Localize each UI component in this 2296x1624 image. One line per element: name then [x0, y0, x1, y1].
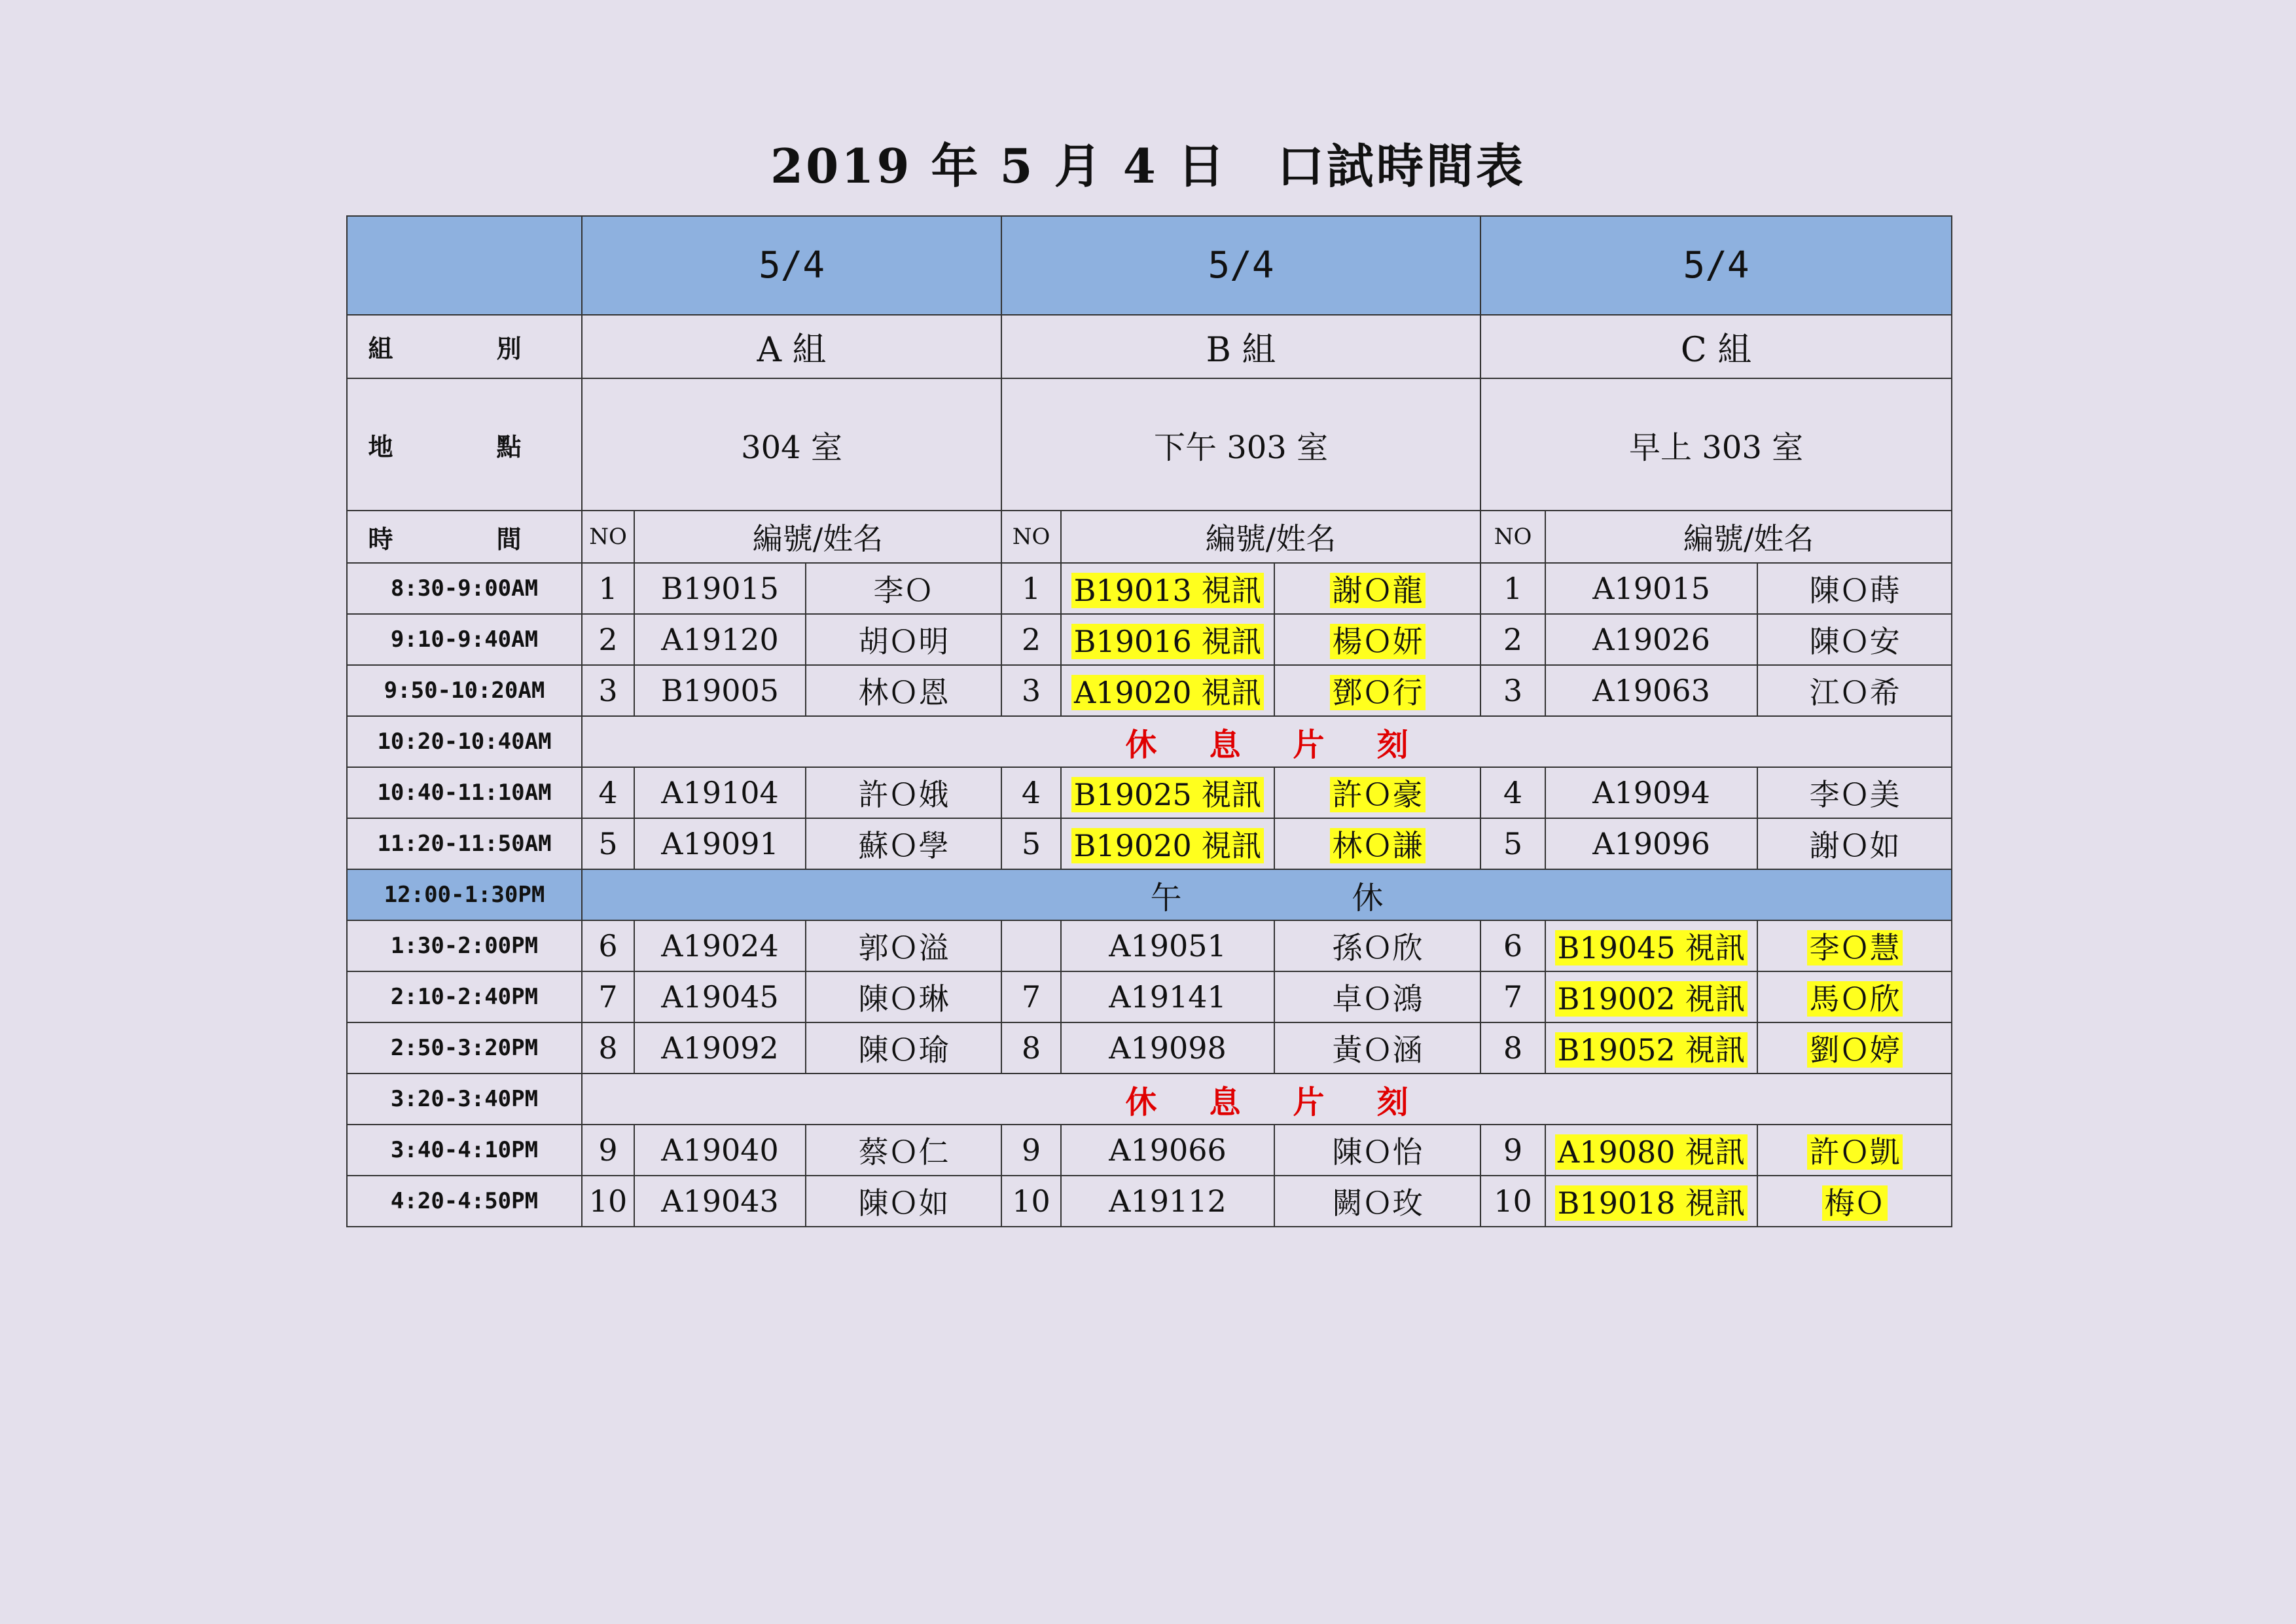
location-c: 早上 303 室 — [1480, 378, 1952, 511]
entry-name-b — [1274, 818, 1480, 869]
break-char: 息 — [1209, 1083, 1241, 1121]
student-id: B19052 視訊 — [1555, 1032, 1748, 1068]
entry-id-a — [634, 818, 806, 869]
student-id: A19080 視訊 — [1555, 1134, 1748, 1170]
entry-no-a: 6 — [582, 920, 634, 971]
entry-name-b — [1274, 563, 1480, 614]
break-row — [347, 716, 1952, 767]
time-slot: 10:20-10:40AM — [347, 716, 582, 767]
student-id: B19020 視訊 — [1071, 828, 1265, 863]
student-name: 孫Ｏ欣 — [1332, 930, 1423, 965]
entry-no-a: 8 — [582, 1022, 634, 1074]
entry-no-b: 1 — [1001, 563, 1061, 614]
lunch-row — [347, 869, 1952, 920]
entry-name-b — [1274, 971, 1480, 1022]
entry-no-b: 5 — [1001, 818, 1061, 869]
student-id: A19098 — [1109, 1030, 1227, 1066]
corner-cell — [347, 216, 582, 315]
table-row — [347, 767, 1952, 818]
entry-id-c — [1545, 818, 1757, 869]
entry-no-a: 3 — [582, 665, 634, 716]
location-a: 304 室 — [582, 378, 1001, 511]
student-id: B19002 視訊 — [1555, 981, 1748, 1017]
entry-id-a — [634, 1022, 806, 1074]
entry-no-c: 2 — [1480, 614, 1545, 665]
time-slot: 3:20-3:40PM — [347, 1074, 582, 1125]
student-name: 馬Ｏ欣 — [1807, 981, 1903, 1017]
entry-id-c — [1545, 920, 1757, 971]
entry-no-a: 7 — [582, 971, 634, 1022]
student-name: 李Ｏ慧 — [1807, 930, 1903, 965]
entry-no-a: 9 — [582, 1125, 634, 1176]
entry-name-a — [806, 971, 1001, 1022]
entry-name-a — [806, 614, 1001, 665]
student-name: 卓Ｏ鴻 — [1332, 981, 1423, 1017]
student-id: A19104 — [661, 775, 779, 810]
entry-id-b — [1061, 767, 1274, 818]
student-id: A19096 — [1592, 826, 1710, 861]
student-name: 胡Ｏ明 — [858, 624, 949, 659]
student-id: A19045 — [661, 979, 779, 1015]
group-c: C 組 — [1480, 315, 1952, 378]
entry-no-c: 7 — [1480, 971, 1545, 1022]
table-row — [347, 818, 1952, 869]
date-header-row — [347, 216, 1952, 315]
entry-id-c — [1545, 767, 1757, 818]
time-slot: 2:50-3:20PM — [347, 1022, 582, 1074]
time-slot: 4:20-4:50PM — [347, 1176, 582, 1227]
date-a: 5/4 — [582, 216, 1001, 315]
student-name: 陳Ｏ瑜 — [858, 1032, 949, 1068]
entry-name-b — [1274, 920, 1480, 971]
student-name: 許Ｏ豪 — [1330, 777, 1426, 812]
time-slot: 9:50-10:20AM — [347, 665, 582, 716]
entry-name-a — [806, 1022, 1001, 1074]
column-header-row — [347, 511, 1952, 563]
id-name-header-b: 編號/姓名 — [1061, 511, 1480, 563]
entry-id-b — [1061, 971, 1274, 1022]
no-header-b: NO — [1001, 511, 1061, 563]
time-slot: 10:40-11:10AM — [347, 767, 582, 818]
student-id: B19005 — [660, 673, 780, 708]
location-b: 下午 303 室 — [1001, 378, 1480, 511]
entry-name-c — [1757, 818, 1952, 869]
student-name: 李Ｏ美 — [1809, 777, 1900, 812]
student-name: 郭Ｏ溢 — [858, 930, 949, 965]
entry-no-a: 5 — [582, 818, 634, 869]
student-id: B19013 視訊 — [1071, 573, 1265, 608]
entry-no-c: 9 — [1480, 1125, 1545, 1176]
student-id: A19040 — [661, 1132, 779, 1168]
student-name: 鄧Ｏ行 — [1330, 675, 1426, 710]
break-label — [582, 716, 1952, 767]
entry-no-c: 8 — [1480, 1022, 1545, 1074]
entry-name-c — [1757, 767, 1952, 818]
student-name: 蔡Ｏ仁 — [858, 1134, 949, 1170]
entry-no-b: 8 — [1001, 1022, 1061, 1074]
break-row — [347, 1074, 1952, 1125]
entry-name-b — [1274, 1176, 1480, 1227]
student-name: 闕Ｏ玫 — [1332, 1185, 1423, 1221]
table-row — [347, 1022, 1952, 1074]
student-id: A19026 — [1592, 622, 1710, 657]
schedule-table — [346, 215, 1952, 1227]
entry-id-c — [1545, 1022, 1757, 1074]
student-id: A19092 — [661, 1030, 779, 1066]
time-slot: 3:40-4:10PM — [347, 1125, 582, 1176]
time-label: 時 間 — [347, 511, 582, 563]
break-char: 片 — [1293, 726, 1325, 763]
entry-no-b: 3 — [1001, 665, 1061, 716]
entry-name-a — [806, 818, 1001, 869]
entry-name-b — [1274, 1125, 1480, 1176]
entry-id-a — [634, 614, 806, 665]
entry-name-c — [1757, 563, 1952, 614]
entry-id-b — [1061, 614, 1274, 665]
entry-id-c — [1545, 614, 1757, 665]
entry-name-a — [806, 767, 1001, 818]
entry-name-a — [806, 665, 1001, 716]
entry-no-c: 10 — [1480, 1176, 1545, 1227]
student-name: 陳Ｏ琳 — [858, 981, 949, 1017]
break-char: 息 — [1209, 726, 1241, 763]
entry-id-b — [1061, 563, 1274, 614]
entry-id-b — [1061, 920, 1274, 971]
student-id: A19024 — [661, 928, 779, 964]
entry-no-b: 7 — [1001, 971, 1061, 1022]
date-c: 5/4 — [1480, 216, 1952, 315]
entry-id-c — [1545, 971, 1757, 1022]
table-row — [347, 920, 1952, 971]
student-id: A19066 — [1109, 1132, 1227, 1168]
entry-name-c — [1757, 665, 1952, 716]
break-char: 刻 — [1376, 726, 1408, 763]
break-char: 休 — [1125, 726, 1157, 763]
table-row — [347, 1125, 1952, 1176]
table-row — [347, 665, 1952, 716]
table-row — [347, 1176, 1952, 1227]
time-slot: 2:10-2:40PM — [347, 971, 582, 1022]
id-name-header-a: 編號/姓名 — [634, 511, 1001, 563]
entry-id-c — [1545, 563, 1757, 614]
location-row — [347, 378, 1952, 511]
entry-id-a — [634, 1125, 806, 1176]
entry-name-c — [1757, 1125, 1952, 1176]
student-id: A19063 — [1592, 673, 1710, 708]
break-char: 刻 — [1376, 1083, 1408, 1121]
id-name-header-c: 編號/姓名 — [1545, 511, 1952, 563]
lunch-label — [582, 869, 1952, 920]
entry-no-b: 9 — [1001, 1125, 1061, 1176]
student-id: B19045 視訊 — [1555, 930, 1748, 965]
time-slot: 9:10-9:40AM — [347, 614, 582, 665]
student-name: 許Ｏ娥 — [858, 777, 949, 812]
entry-name-a — [806, 920, 1001, 971]
student-name: 江Ｏ希 — [1809, 675, 1900, 710]
student-name: 劉Ｏ婷 — [1807, 1032, 1903, 1068]
no-header-c: NO — [1480, 511, 1545, 563]
student-name: 楊Ｏ妍 — [1330, 624, 1426, 659]
date-b: 5/4 — [1001, 216, 1480, 315]
student-name: 陳Ｏ如 — [858, 1185, 949, 1221]
student-id: A19094 — [1592, 775, 1710, 810]
entry-no-b: 10 — [1001, 1176, 1061, 1227]
break-char: 休 — [1125, 1083, 1157, 1121]
student-id: A19015 — [1592, 571, 1710, 606]
group-label: 組 別 — [347, 315, 582, 378]
entry-id-c — [1545, 1176, 1757, 1227]
entry-name-c — [1757, 1022, 1952, 1074]
group-row — [347, 315, 1952, 378]
student-name: 黃Ｏ涵 — [1332, 1032, 1423, 1068]
entry-name-c — [1757, 1176, 1952, 1227]
group-b: B 組 — [1001, 315, 1480, 378]
student-id: B19016 視訊 — [1071, 624, 1265, 659]
entry-id-b — [1061, 1125, 1274, 1176]
student-name: 李Ｏ — [873, 573, 934, 608]
entry-name-a — [806, 1125, 1001, 1176]
entry-name-b — [1274, 1022, 1480, 1074]
group-a: A 組 — [582, 315, 1001, 378]
entry-no-a: 10 — [582, 1176, 634, 1227]
table-row — [347, 614, 1952, 665]
time-slot: 11:20-11:50AM — [347, 818, 582, 869]
break-char: 片 — [1293, 1083, 1325, 1121]
entry-id-b — [1061, 818, 1274, 869]
lunch-char: 午 — [1150, 879, 1182, 916]
table-row — [347, 563, 1952, 614]
entry-no-c: 4 — [1480, 767, 1545, 818]
entry-no-a: 1 — [582, 563, 634, 614]
entry-no-c: 5 — [1480, 818, 1545, 869]
time-slot: 12:00-1:30PM — [347, 869, 582, 920]
student-id: B19025 視訊 — [1071, 777, 1265, 812]
time-slot: 8:30-9:00AM — [347, 563, 582, 614]
entry-name-b — [1274, 665, 1480, 716]
student-name: 謝Ｏ龍 — [1330, 573, 1426, 608]
entry-no-b: 2 — [1001, 614, 1061, 665]
student-name: 梅Ｏ — [1822, 1185, 1888, 1221]
student-id: A19020 視訊 — [1071, 675, 1264, 710]
student-name: 陳Ｏ蒔 — [1809, 573, 1900, 608]
entry-id-a — [634, 971, 806, 1022]
student-id: B19015 — [660, 571, 780, 606]
entry-no-b — [1001, 920, 1061, 971]
student-name: 許Ｏ凱 — [1807, 1134, 1903, 1170]
entry-id-b — [1061, 1022, 1274, 1074]
student-name: 林Ｏ謙 — [1330, 828, 1426, 863]
no-header-a: NO — [582, 511, 634, 563]
page-title: 2019 年 5 月 4 日 口試時間表 — [770, 138, 1526, 194]
entry-id-b — [1061, 1176, 1274, 1227]
entry-no-c: 1 — [1480, 563, 1545, 614]
time-slot: 1:30-2:00PM — [347, 920, 582, 971]
entry-name-a — [806, 563, 1001, 614]
entry-name-c — [1757, 614, 1952, 665]
entry-id-a — [634, 920, 806, 971]
entry-no-a: 4 — [582, 767, 634, 818]
entry-id-a — [634, 1176, 806, 1227]
entry-name-b — [1274, 614, 1480, 665]
entry-no-b: 4 — [1001, 767, 1061, 818]
entry-id-a — [634, 767, 806, 818]
table-row — [347, 971, 1952, 1022]
lunch-char: 休 — [1352, 879, 1384, 916]
entry-id-c — [1545, 665, 1757, 716]
student-name: 陳Ｏ安 — [1809, 624, 1900, 659]
student-name: 蘇Ｏ學 — [858, 828, 949, 863]
student-name: 謝Ｏ如 — [1809, 828, 1900, 863]
entry-name-a — [806, 1176, 1001, 1227]
student-id: A19112 — [1109, 1183, 1227, 1219]
break-label — [582, 1074, 1952, 1125]
entry-id-a — [634, 665, 806, 716]
student-id: A19120 — [661, 622, 779, 657]
student-id: A19091 — [661, 826, 779, 861]
student-id: A19141 — [1109, 979, 1227, 1015]
entry-id-b — [1061, 665, 1274, 716]
entry-name-c — [1757, 971, 1952, 1022]
student-id: B19018 視訊 — [1555, 1185, 1748, 1221]
student-id: A19043 — [661, 1183, 779, 1219]
location-label: 地 點 — [347, 378, 582, 511]
entry-id-a — [634, 563, 806, 614]
entry-name-b — [1274, 767, 1480, 818]
student-id: A19051 — [1109, 928, 1227, 964]
entry-no-c: 3 — [1480, 665, 1545, 716]
entry-no-c: 6 — [1480, 920, 1545, 971]
entry-name-c — [1757, 920, 1952, 971]
entry-id-c — [1545, 1125, 1757, 1176]
student-name: 陳Ｏ怡 — [1332, 1134, 1423, 1170]
entry-no-a: 2 — [582, 614, 634, 665]
student-name: 林Ｏ恩 — [858, 675, 949, 710]
